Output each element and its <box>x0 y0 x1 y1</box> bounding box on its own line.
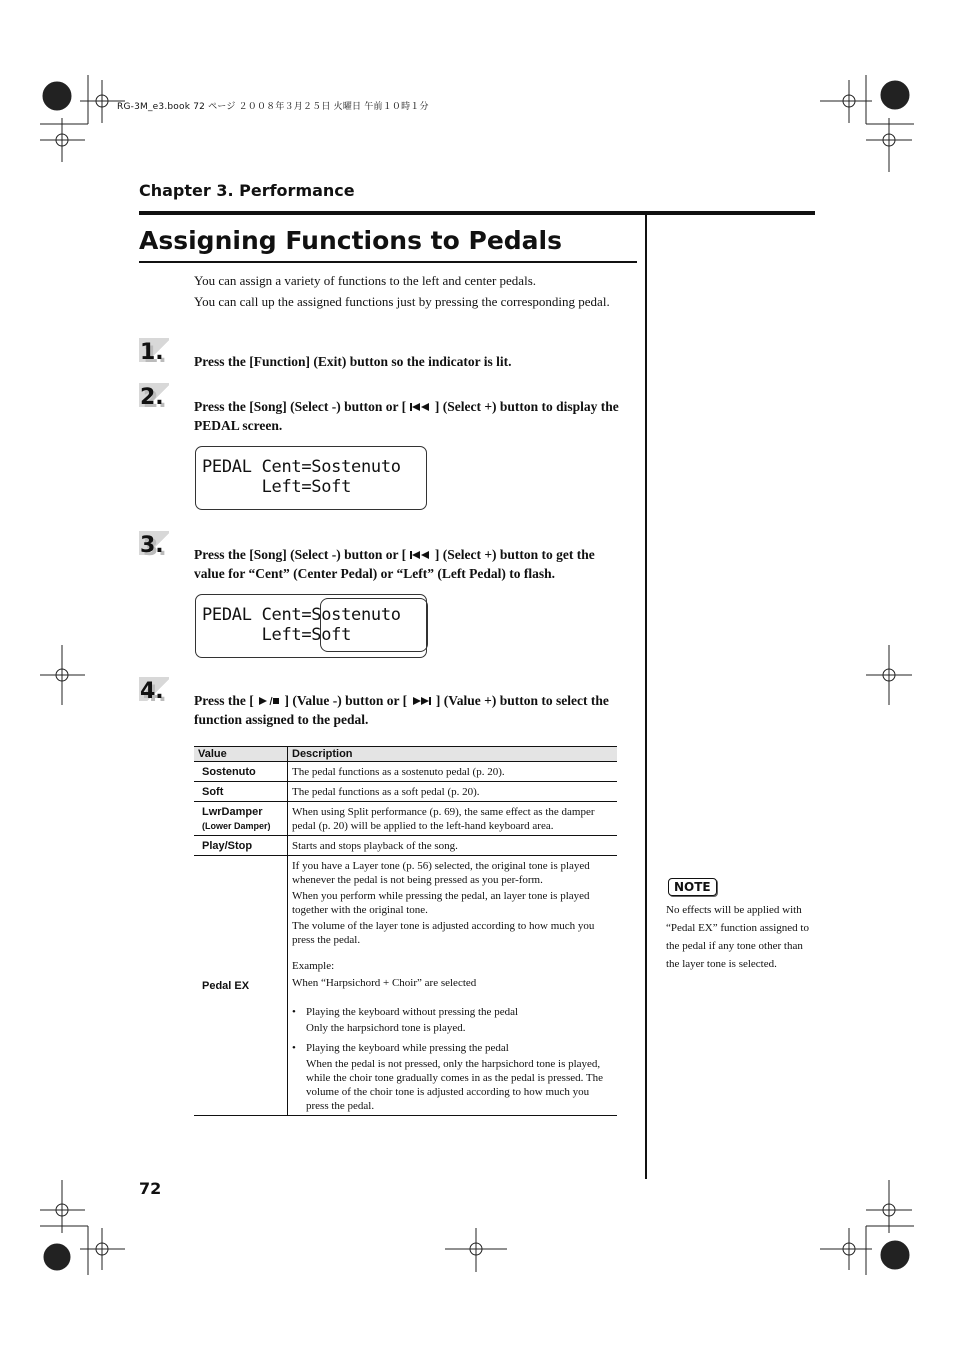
pedal-ex-paragraph-2: When you perform while pressing the pedal, an layer tone is played together with the original tone. <box>292 890 590 916</box>
description-cell: The pedal functions as a soft pedal (p. 20). <box>288 782 618 802</box>
step-3-text-pre: Press the [Song] (Select -) button or [ <box>194 547 407 562</box>
lcd-line-1: PEDAL Cent=Sostenuto <box>202 605 401 625</box>
example-text: When “Harpsichord + Choir” are selected <box>292 977 477 989</box>
pedal-ex-paragraph-1: If you have a Layer tone (p. 56) selected, the original tone is played whenever the pedal is not being pressed as you per-form. <box>292 860 590 886</box>
step-3-text <box>194 546 626 583</box>
lcd-line-2: Left=Soft <box>202 625 352 645</box>
step-number-2: 2. <box>140 385 176 410</box>
step-2-text <box>194 398 626 435</box>
column-header-description: Description <box>288 747 618 762</box>
bullet-item <box>292 1005 613 1035</box>
lcd-line-2: Left=Soft <box>202 477 352 497</box>
step-2-text-post: ] (Select +) button to display the PEDAL screen. <box>194 399 619 433</box>
bullet-item <box>292 1041 613 1113</box>
description-cell <box>288 856 618 1116</box>
skip-back-icon <box>409 399 431 417</box>
intro-paragraph-1: You can assign a variety of functions to the left and center pedals. <box>194 273 536 288</box>
bullet-title: Playing the keyboard while pressing the pedal <box>306 1042 509 1054</box>
example-label: Example: <box>292 960 335 972</box>
play-stop-icon <box>257 693 281 711</box>
page-title: Assigning Functions to Pedals <box>139 226 562 255</box>
pedal-value-table <box>194 746 617 1116</box>
step-number-3: 3. <box>140 533 176 558</box>
bullet-marker: • <box>292 1006 296 1018</box>
step-4-text-mid: ] (Value -) button or [ <box>284 693 408 708</box>
note-badge: NOTE <box>668 878 717 896</box>
intro-paragraph-2: You can call up the assigned functions just by pressing the corresponding pedal. <box>194 294 610 309</box>
step-4-text-pre: Press the [ <box>194 693 254 708</box>
lcd-display-pedal-flashing <box>195 594 427 658</box>
value-name: LwrDamper <box>202 806 263 818</box>
step-4-text-post: ] (Value +) button to select the function assigned to the pedal. <box>194 693 609 727</box>
table-header-row <box>194 747 617 762</box>
value-cell: Pedal EX <box>194 856 288 1116</box>
description-cell: The pedal functions as a sostenuto pedal (p. 20). <box>288 762 618 782</box>
print-header-info: RG-3M_e3.book 72 ページ ２００８年３月２５日 火曜日 午前１０時１分 <box>117 102 429 112</box>
table-row <box>194 762 617 782</box>
lcd-display-pedal <box>195 446 427 510</box>
skip-back-icon <box>409 547 431 565</box>
column-divider <box>645 215 647 1179</box>
step-3-text-post: ] (Select +) button to get the value for “Cent” (Center Pedal) or “Left” (Left Pedal) to flash. <box>194 547 595 581</box>
description-cell: Starts and stops playback of the song. <box>288 836 618 856</box>
bullet-marker: • <box>292 1042 296 1054</box>
step-4-text <box>194 692 626 729</box>
note-text: No effects will be applied with “Pedal EX” function assigned to the pedal if any tone other than the layer tone is selected. <box>666 904 809 970</box>
top-rule <box>139 211 815 215</box>
page-number: 72 <box>139 1179 162 1198</box>
column-header-value: Value <box>194 747 288 762</box>
table-row <box>194 836 617 856</box>
value-cell: Sostenuto <box>194 762 288 782</box>
title-rule <box>139 261 637 263</box>
bullet-text: When the pedal is not pressed, only the harpsichord tone is played, while the choir tone gradually comes in as the pedal is pressed. The volume of the choir tone is adjusted according to how much you press the pedal. <box>306 1058 604 1112</box>
pedal-ex-paragraph-3: The volume of the layer tone is adjusted according to how much you press the pedal. <box>292 920 595 946</box>
fast-forward-icon <box>411 693 433 711</box>
step-1-text: Press the [Function] (Exit) button so the indicator is lit. <box>194 354 512 369</box>
value-cell <box>194 802 288 836</box>
lcd-line-1: PEDAL Cent=Sostenuto <box>202 457 401 477</box>
table-row <box>194 782 617 802</box>
value-subtitle: (Lower Damper) <box>202 821 271 831</box>
chapter-heading: Chapter 3. Performance <box>139 181 355 200</box>
value-cell: Soft <box>194 782 288 802</box>
value-cell: Play/Stop <box>194 836 288 856</box>
flashing-value-highlight <box>320 598 428 652</box>
step-number-1: 1. <box>140 340 176 365</box>
step-2-text-pre: Press the [Song] (Select -) button or [ <box>194 399 407 414</box>
description-cell: When using Split performance (p. 69), the same effect as the damper pedal (p. 20) will be applied to the left-hand keyboard area. <box>288 802 618 836</box>
bullet-text: Only the harpsichord tone is played. <box>306 1022 466 1034</box>
bullet-title: Playing the keyboard without pressing the pedal <box>306 1006 519 1018</box>
step-number-4: 4. <box>140 679 176 704</box>
table-row <box>194 856 617 1116</box>
table-row <box>194 802 617 836</box>
